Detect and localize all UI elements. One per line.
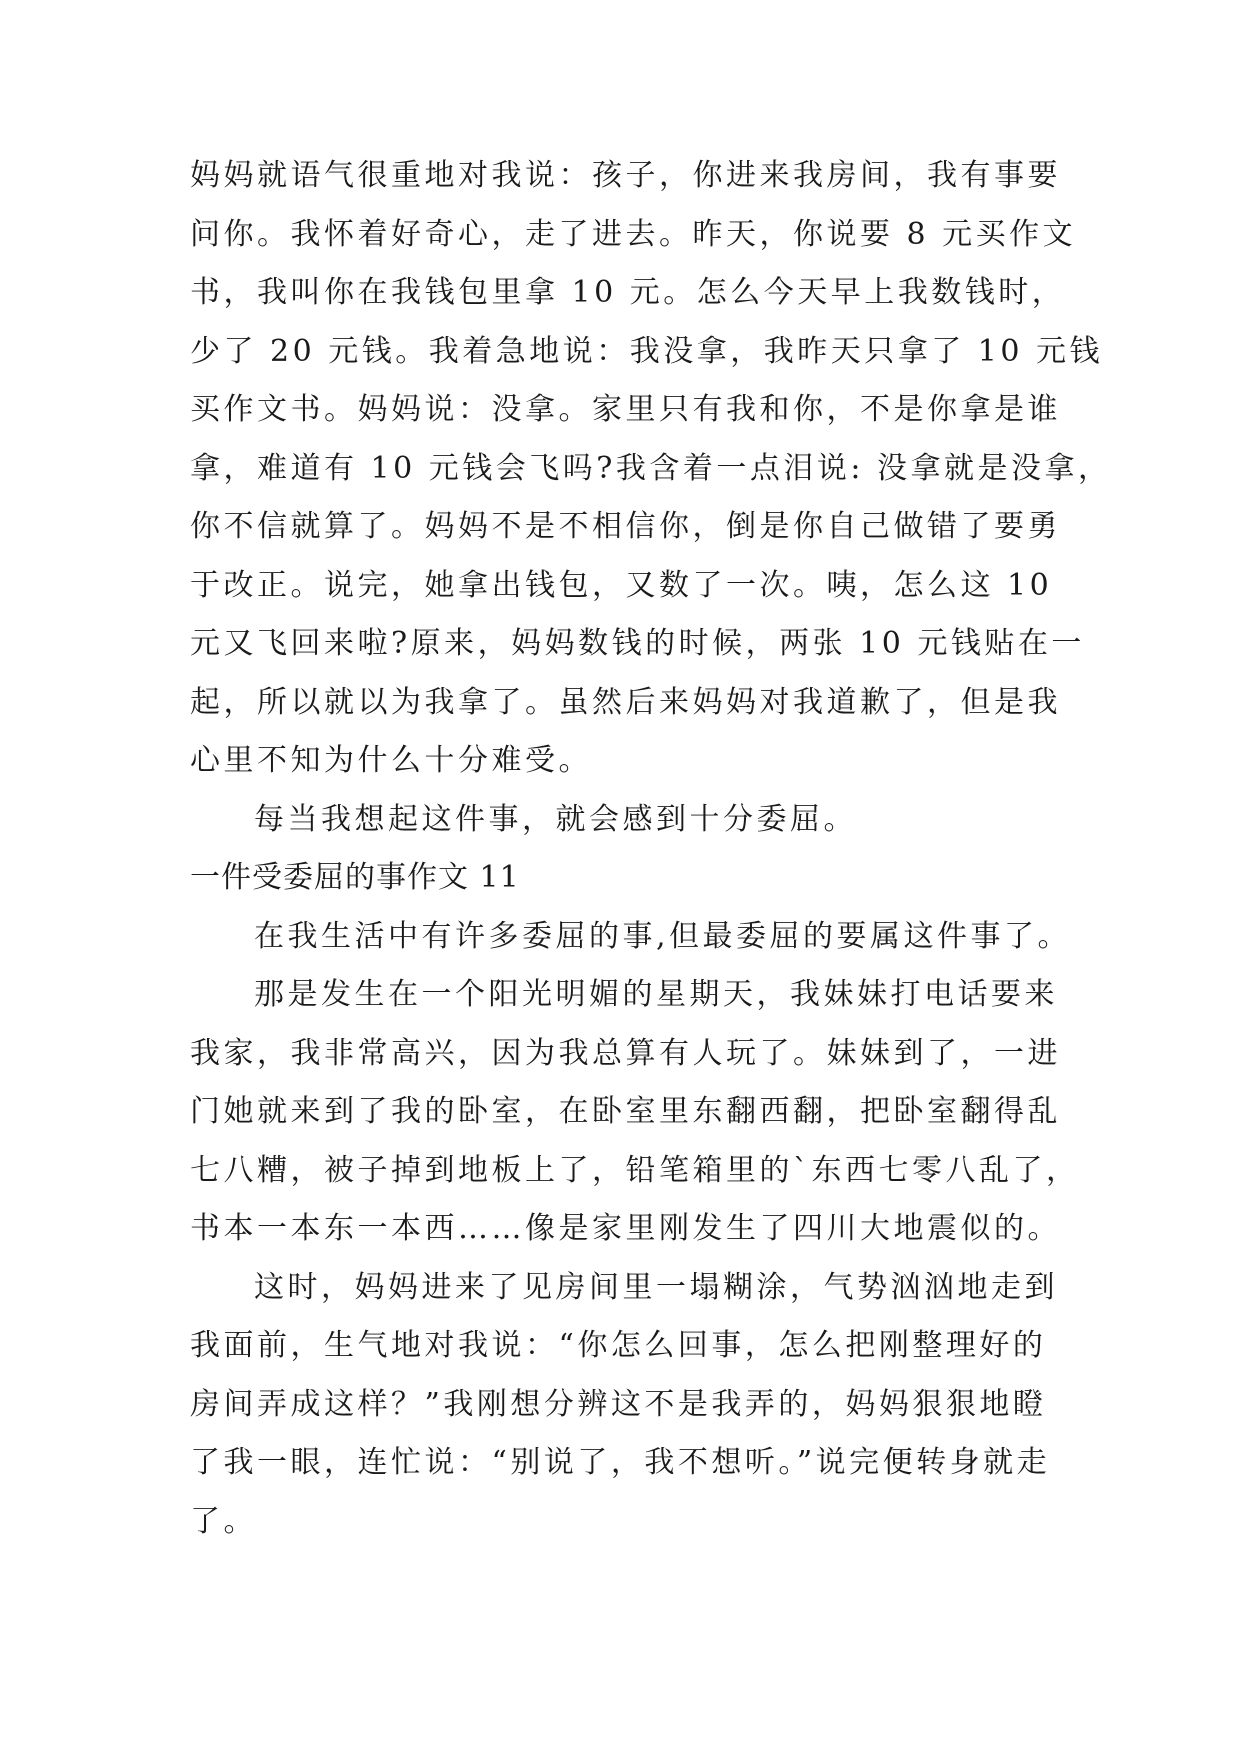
document-body bbox=[190, 147, 1112, 1551]
paragraph-sister-visit bbox=[190, 966, 1080, 1259]
text-line: 门她就来到了我的卧室，在卧室里东翻西翻，把卧室翻得乱 bbox=[190, 1094, 1061, 1129]
text-line: 我面前，生气地对我说：“你怎么回事，怎么把刚整理好的 bbox=[190, 1328, 1047, 1363]
text-line: 书本一本东一本西……像是家里刚发生了四川大地震似的。 bbox=[190, 1211, 1061, 1246]
text-line: 心里不知为什么十分难受。 bbox=[190, 743, 592, 778]
text-line: 你不信就算了。妈妈不是不相信你，倒是你自己做错了要勇 bbox=[190, 509, 1061, 544]
text-line: 房间弄成这样？”我刚想分辨这不是我弄的，妈妈狠狠地瞪 bbox=[190, 1386, 1047, 1422]
essay-heading: 一件受委屈的事作文 11 bbox=[190, 860, 520, 895]
text-line: 拿，难道有 10 元钱会飞吗?我含着一点泪说: 没拿就是没拿， bbox=[190, 450, 1112, 486]
text-line: 起，所以就以为我拿了。虽然后来妈妈对我道歉了，但是我 bbox=[190, 684, 1061, 720]
text-line: 于改正。说完，她拿出钱包，又数了一次。咦，怎么这 10 bbox=[190, 567, 1053, 603]
text-line: 那是发生在一个阳光明媚的星期天，我妹妹打电话要来 bbox=[254, 977, 1058, 1012]
text-line: 了我一眼，连忙说：“别说了，我不想听。”说完便转身就走 bbox=[190, 1445, 1051, 1480]
text-line: 我家，我非常高兴，因为我总算有人玩了。妹妹到了，一进 bbox=[190, 1035, 1061, 1071]
paragraph-mother-accusation bbox=[190, 147, 1112, 791]
paragraph-closing: 每当我想起这件事，就会感到十分委屈。 bbox=[254, 801, 857, 837]
text-line: 了。 bbox=[190, 1503, 257, 1539]
text-line: 妈妈就语气很重地对我说：孩子，你进来我房间，我有事要 bbox=[190, 158, 1061, 193]
text-line: 少了 20 元钱。我着急地说：我没拿，我昨天只拿了 10 元钱 bbox=[190, 333, 1103, 369]
text-line: 七八糟，被子掉到地板上了，铅笔箱里的`东西七零八乱了， bbox=[190, 1152, 1080, 1188]
paragraph-mother-angry bbox=[190, 1259, 1058, 1552]
text-line: 元又飞回来啦?原来，妈妈数钱的时候，两张 10 元钱贴在一 bbox=[190, 626, 1085, 661]
text-line: 问你。我怀着好奇心，走了进去。昨天，你说要 8 元买作文 bbox=[190, 216, 1077, 252]
paragraph-intro: 在我生活中有许多委屈的事,但最委屈的要属这件事了。 bbox=[254, 918, 1072, 954]
text-line: 书，我叫你在我钱包里拿 10 元。怎么今天早上我数钱时， bbox=[190, 275, 1066, 310]
text-line: 这时，妈妈进来了见房间里一塌糊涂，气势汹汹地走到 bbox=[254, 1269, 1058, 1305]
text-line: 买作文书。妈妈说：没拿。家里只有我和你，不是你拿是谁 bbox=[190, 392, 1061, 427]
